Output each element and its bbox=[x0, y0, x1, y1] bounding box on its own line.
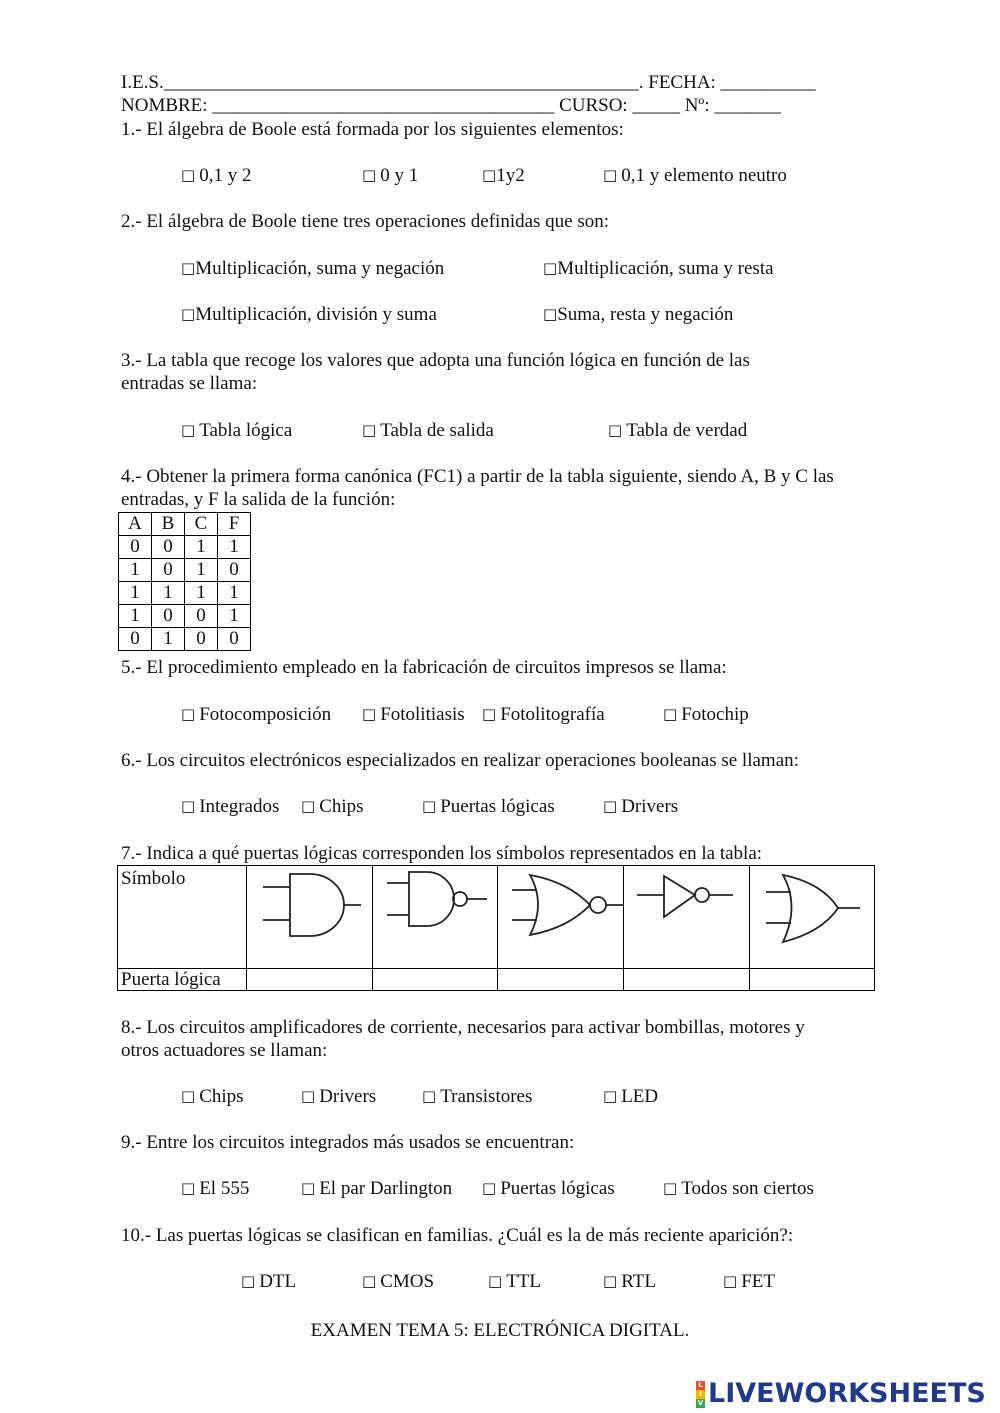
checkbox-icon[interactable]: □ bbox=[488, 1272, 503, 1290]
checkbox-icon[interactable]: □ bbox=[181, 305, 196, 323]
checkbox-icon[interactable]: □ bbox=[181, 705, 196, 723]
truth-table-cell: 0 bbox=[152, 605, 185, 628]
q3-option-1[interactable]: □ Tabla lógica bbox=[181, 420, 293, 441]
checkbox-icon[interactable]: □ bbox=[482, 1179, 497, 1197]
nor-gate-icon bbox=[506, 866, 626, 946]
q9-option-4[interactable]: □ Todos son ciertos bbox=[663, 1178, 814, 1199]
question-6-text: 6.- Los circuitos electrónicos especializados en realizar operaciones booleanas se llaman: bbox=[121, 750, 799, 771]
truth-table-cell: 0 bbox=[119, 628, 152, 651]
q6-option-2[interactable]: □ Chips bbox=[301, 796, 364, 817]
truth-table-cell: 1 bbox=[119, 582, 152, 605]
q2-option-2[interactable]: □Multiplicación, suma y resta bbox=[543, 258, 774, 279]
truth-table-cell: 1 bbox=[152, 628, 185, 651]
checkbox-icon[interactable]: □ bbox=[422, 797, 437, 815]
checkbox-icon[interactable]: □ bbox=[181, 421, 196, 439]
q9-option-2[interactable]: □ El par Darlington bbox=[301, 1178, 453, 1199]
logo-mark-icon bbox=[696, 1381, 705, 1408]
question-5-text: 5.- El procedimiento empleado en la fabricación de circuitos impresos se llama: bbox=[121, 657, 727, 678]
checkbox-icon[interactable]: □ bbox=[301, 1087, 316, 1105]
truth-table-cell: 1 bbox=[185, 536, 218, 559]
q8-option-1[interactable]: □ Chips bbox=[181, 1086, 244, 1107]
checkbox-icon[interactable]: □ bbox=[482, 705, 497, 723]
checkbox-icon[interactable]: □ bbox=[663, 1179, 678, 1197]
checkbox-icon[interactable]: □ bbox=[181, 1087, 196, 1105]
truth-table-header-cell: B bbox=[152, 513, 185, 536]
checkbox-icon[interactable]: □ bbox=[241, 1272, 256, 1290]
question-3-text-line2: entradas se llama: bbox=[121, 373, 258, 394]
q2-option-3[interactable]: □Multiplicación, división y suma bbox=[181, 304, 437, 325]
question-4-text-line2: entradas, y F la salida de la función: bbox=[121, 489, 396, 510]
nand-gate-icon bbox=[383, 866, 498, 946]
gate-answer-1[interactable] bbox=[248, 969, 372, 990]
gate-answer-3[interactable] bbox=[499, 969, 623, 990]
question-2-text: 2.- El álgebra de Boole tiene tres operaciones definidas que son: bbox=[121, 211, 610, 232]
truth-table-cell: 0 bbox=[152, 559, 185, 582]
truth-table-cell: 1 bbox=[185, 582, 218, 605]
q10-option-5[interactable]: □ FET bbox=[723, 1271, 775, 1292]
header-line-ies-fecha[interactable]: I.E.S.__________________________________________________. FECHA: __________ bbox=[121, 72, 816, 93]
question-1-text: 1.- El álgebra de Boole está formada por los siguientes elementos: bbox=[121, 119, 624, 140]
not-gate-icon bbox=[633, 866, 743, 946]
checkbox-icon[interactable]: □ bbox=[362, 705, 377, 723]
q3-option-2[interactable]: □ Tabla de salida bbox=[362, 420, 494, 441]
header-line-nombre-curso[interactable]: NOMBRE: ____________________________________ CURSO: _____ Nº: _______ bbox=[121, 95, 781, 116]
truth-table-row bbox=[119, 628, 251, 651]
truth-table-cell: 0 bbox=[185, 605, 218, 628]
truth-table-cell: 0 bbox=[119, 536, 152, 559]
checkbox-icon[interactable]: □ bbox=[181, 1179, 196, 1197]
checkbox-icon[interactable]: □ bbox=[301, 797, 316, 815]
checkbox-icon[interactable]: □ bbox=[603, 797, 618, 815]
gate-answer-2[interactable] bbox=[374, 969, 497, 990]
checkbox-icon[interactable]: □ bbox=[362, 166, 377, 184]
truth-table-row bbox=[119, 582, 251, 605]
truth-table-header-cell: F bbox=[218, 513, 251, 536]
logic-gate-table bbox=[117, 865, 875, 991]
q9-option-3[interactable]: □ Puertas lógicas bbox=[482, 1178, 615, 1199]
q8-option-2[interactable]: □ Drivers bbox=[301, 1086, 377, 1107]
q10-option-2[interactable]: □ CMOS bbox=[362, 1271, 435, 1292]
q1-option-1[interactable]: □ 0,1 y 2 bbox=[181, 165, 252, 186]
checkbox-icon[interactable]: □ bbox=[181, 259, 196, 277]
checkbox-icon[interactable]: □ bbox=[603, 1272, 618, 1290]
checkbox-icon[interactable]: □ bbox=[603, 1087, 618, 1105]
truth-table-row bbox=[119, 559, 251, 582]
checkbox-icon[interactable]: □ bbox=[482, 166, 497, 184]
logo-letter: L bbox=[696, 1381, 705, 1390]
checkbox-icon[interactable]: □ bbox=[608, 421, 623, 439]
q3-option-3[interactable]: □ Tabla de verdad bbox=[608, 420, 748, 441]
liveworksheets-logo[interactable] bbox=[696, 1377, 986, 1411]
q2-option-1[interactable]: □Multiplicación, suma y negación bbox=[181, 258, 445, 279]
q1-option-4[interactable]: □ 0,1 y elemento neutro bbox=[603, 165, 787, 186]
checkbox-icon[interactable]: □ bbox=[543, 305, 558, 323]
q1-option-3[interactable]: □1y2 bbox=[482, 165, 525, 186]
q2-option-4[interactable]: □Suma, resta y negación bbox=[543, 304, 734, 325]
q10-option-3[interactable]: □ TTL bbox=[488, 1271, 542, 1292]
question-3-text-line1: 3.- La tabla que recoge los valores que adopta una función lógica en función de las bbox=[121, 350, 750, 371]
question-4-text-line1: 4.- Obtener la primera forma canónica (FC1) a partir de la tabla siguiente, siendo A, B y C las bbox=[121, 466, 834, 487]
logo-letter: V bbox=[697, 1398, 704, 1407]
truth-table-cell: 1 bbox=[218, 536, 251, 559]
truth-table-header-cell: C bbox=[185, 513, 218, 536]
gate-answer-4[interactable] bbox=[625, 969, 749, 990]
logo-text: LIVEWORKSHEETS bbox=[708, 1378, 986, 1409]
truth-table-cell: 1 bbox=[218, 605, 251, 628]
symbol-row-label: Símbolo bbox=[121, 868, 186, 889]
checkbox-icon[interactable]: □ bbox=[543, 259, 558, 277]
q8-option-3[interactable]: □ Transistores bbox=[422, 1086, 533, 1107]
q9-option-1[interactable]: □ El 555 bbox=[181, 1178, 250, 1199]
q10-option-4[interactable]: □ RTL bbox=[603, 1271, 656, 1292]
gate-row-label: Puerta lógica bbox=[121, 969, 221, 990]
gate-answer-5[interactable] bbox=[751, 969, 874, 990]
q1-option-2[interactable]: □ 0 y 1 bbox=[362, 165, 419, 186]
exam-title: EXAMEN TEMA 5: ELECTRÓNICA DIGITAL. bbox=[310, 1320, 690, 1341]
truth-table-cell: 0 bbox=[185, 628, 218, 651]
truth-table-cell: 0 bbox=[152, 536, 185, 559]
truth-table-cell: 0 bbox=[218, 628, 251, 651]
q8-option-4[interactable]: □ LED bbox=[603, 1086, 659, 1107]
logo-letter: I bbox=[696, 1390, 705, 1399]
or-gate-icon bbox=[758, 866, 868, 946]
truth-table-header-cell: A bbox=[119, 513, 152, 536]
q5-option-3[interactable]: □ Fotolitografía bbox=[482, 704, 605, 725]
q10-option-1[interactable]: □ DTL bbox=[241, 1271, 297, 1292]
q6-option-3[interactable]: □ Puertas lógicas bbox=[422, 796, 555, 817]
checkbox-icon[interactable]: □ bbox=[422, 1087, 437, 1105]
and-gate-icon bbox=[258, 866, 368, 946]
checkbox-icon[interactable]: □ bbox=[663, 705, 678, 723]
question-8-text-line1: 8.- Los circuitos amplificadores de corriente, necesarios para activar bombillas, motores y bbox=[121, 1017, 805, 1038]
truth-table-cell: 0 bbox=[218, 559, 251, 582]
checkbox-icon[interactable]: □ bbox=[362, 421, 377, 439]
truth-table-cell: 1 bbox=[119, 605, 152, 628]
truth-table-cell: 1 bbox=[218, 582, 251, 605]
q5-option-2[interactable]: □ Fotolitiasis bbox=[362, 704, 465, 725]
question-7-text: 7.- Indica a qué puertas lógicas corresponden los símbolos representados en la tabla: bbox=[121, 843, 763, 864]
truth-table-row bbox=[119, 605, 251, 628]
checkbox-icon[interactable]: □ bbox=[603, 166, 618, 184]
truth-table-header-row bbox=[119, 513, 251, 536]
truth-table-row bbox=[119, 536, 251, 559]
question-9-text: 9.- Entre los circuitos integrados más usados se encuentran: bbox=[121, 1132, 575, 1153]
q5-option-1[interactable]: □ Fotocomposición bbox=[181, 704, 332, 725]
checkbox-icon[interactable]: □ bbox=[301, 1179, 316, 1197]
q6-option-4[interactable]: □ Drivers bbox=[603, 796, 679, 817]
checkbox-icon[interactable]: □ bbox=[181, 166, 196, 184]
q5-option-4[interactable]: □ Fotochip bbox=[663, 704, 749, 725]
truth-table-cell: 1 bbox=[152, 582, 185, 605]
truth-table-cell: 1 bbox=[119, 559, 152, 582]
truth-table bbox=[118, 512, 251, 651]
question-8-text-line2: otros actuadores se llaman: bbox=[121, 1040, 328, 1061]
checkbox-icon[interactable]: □ bbox=[362, 1272, 377, 1290]
checkbox-icon[interactable]: □ bbox=[181, 797, 196, 815]
question-10-text: 10.- Las puertas lógicas se clasifican en familias. ¿Cuál es la de más reciente aparición?: bbox=[121, 1225, 794, 1246]
truth-table-cell: 1 bbox=[185, 559, 218, 582]
checkbox-icon[interactable]: □ bbox=[723, 1272, 738, 1290]
q6-option-1[interactable]: □ Integrados bbox=[181, 796, 280, 817]
